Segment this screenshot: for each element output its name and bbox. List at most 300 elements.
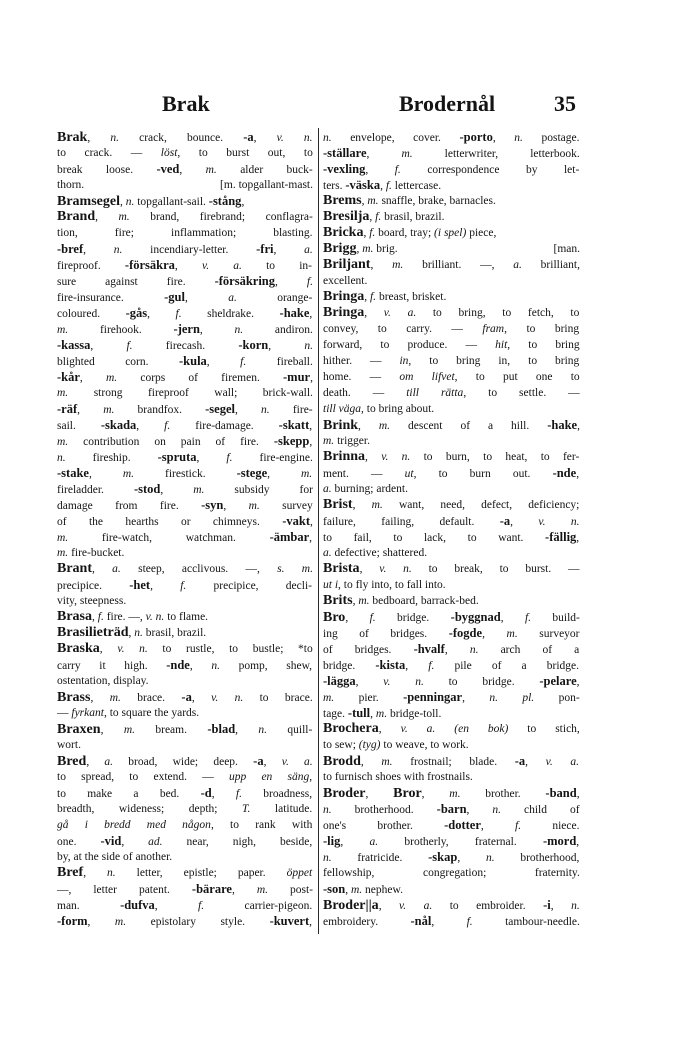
line-text: ,: [310, 372, 313, 384]
dictionary-line: [57, 193, 313, 209]
line-text: hither. —: [323, 355, 400, 367]
derived-form: -ämbar: [269, 530, 310, 544]
line-text: ,: [268, 340, 305, 352]
dictionary-line: [57, 881, 313, 897]
line-text: strong fireproof wall; brick-wall.: [68, 387, 313, 399]
dictionary-line: [323, 673, 580, 689]
line-text: sail.: [57, 420, 101, 432]
line-content: [323, 689, 580, 706]
dictionary-line: [323, 737, 580, 753]
line-content: [323, 529, 579, 546]
line-text: piece,: [466, 227, 497, 239]
line-text: ,: [253, 132, 277, 144]
italic-text: f.: [524, 612, 532, 624]
headword: Brinna: [323, 449, 366, 464]
italic-text: f.: [126, 340, 133, 352]
headword: Brits: [323, 593, 353, 608]
line-content: [323, 241, 398, 257]
line-text: ,: [119, 196, 126, 208]
italic-text: n.: [110, 132, 119, 144]
derived-form: -spruta: [157, 450, 197, 464]
line-text: —, letter patent.: [57, 884, 192, 896]
line-text: convey, to carry. —: [323, 323, 483, 335]
line-text: fireladder.: [57, 484, 134, 496]
line-text: , to burn out.: [413, 468, 553, 480]
line-text: , to put one to: [454, 371, 580, 383]
line-text: ,: [576, 468, 580, 480]
line-text: fireship.: [65, 452, 158, 464]
italic-text: n.: [323, 132, 332, 144]
line-text: ,: [421, 788, 450, 800]
line-text: brasil, brazil.: [142, 627, 207, 639]
line-content: [57, 833, 312, 850]
headword: Bringa: [323, 305, 365, 320]
line-text: ,: [235, 724, 259, 736]
dictionary-line: [57, 529, 313, 545]
italic-text: fyrkant: [71, 707, 104, 719]
italic-text: m.: [449, 788, 461, 800]
italic-text: m.: [57, 387, 69, 399]
line-text: brotherhood.: [331, 804, 437, 816]
line-text: break loose.: [57, 164, 157, 176]
line-text: incendiary-letter.: [122, 244, 257, 256]
line-text: ,: [577, 420, 580, 432]
line-text: ,: [83, 244, 114, 256]
dictionary-line: [323, 337, 580, 353]
line-text: ,: [90, 692, 110, 704]
line-content: [57, 209, 313, 225]
derived-form: -tull: [347, 706, 371, 720]
line-content: [323, 417, 580, 434]
dictionary-line: [57, 241, 313, 257]
dictionary-line: [323, 641, 580, 657]
line-content: [323, 593, 479, 609]
line-content: [57, 321, 313, 338]
line-text: ,: [365, 164, 395, 176]
line-content: [57, 513, 313, 530]
line-content: [323, 481, 408, 497]
italic-text: a.: [323, 483, 332, 495]
line-text: tage.: [323, 708, 348, 720]
italic-text: m.: [362, 243, 374, 255]
italic-text: m.: [57, 547, 69, 559]
derived-form: -bärare: [191, 882, 232, 896]
line-text: ,: [179, 164, 206, 176]
italic-text: m.: [57, 324, 69, 336]
derived-form: -försäkra: [124, 258, 175, 272]
derived-form: -försäkring: [214, 274, 275, 288]
derived-form: -vid: [100, 834, 122, 848]
italic-text: m.: [367, 195, 379, 207]
line-text: ,: [380, 180, 386, 192]
line-content: [57, 673, 149, 689]
line-text: breadth, wideness; depth;: [57, 803, 242, 815]
dictionary-line: [57, 593, 313, 609]
derived-form: -lägga: [323, 674, 356, 688]
italic-text: löst: [160, 147, 178, 159]
line-content: [57, 385, 313, 401]
dictionary-line: [57, 769, 313, 785]
line-text: burning; ardent.: [331, 483, 408, 495]
line-text: ,: [370, 708, 376, 720]
line-text: —: [57, 707, 72, 719]
line-text: want, need, defect, deficiency;: [382, 499, 580, 511]
dictionary-line: [57, 641, 313, 657]
dictionary-line: [57, 337, 313, 353]
line-content: [57, 705, 199, 721]
dictionary-line: [57, 817, 313, 833]
line-text: to crack. —: [57, 147, 161, 159]
line-content: [57, 545, 124, 561]
dictionary-line: [323, 913, 580, 929]
headword: Braska: [57, 641, 100, 656]
line-content: [323, 465, 579, 482]
headword: Bred: [57, 754, 87, 769]
line-text: descent of a hill.: [390, 420, 548, 432]
italic-text: f.: [175, 308, 182, 320]
line-text: ,: [234, 404, 262, 416]
line-content: [57, 337, 313, 354]
line-content: [323, 161, 579, 178]
dictionary-line: [323, 145, 580, 161]
line-text: brilliant,: [521, 259, 580, 271]
italic-text: m.: [103, 404, 115, 416]
dictionary-line: [57, 785, 313, 801]
line-text: of the hearths or chimneys.: [57, 516, 283, 528]
line-text: ,: [364, 307, 384, 319]
headword: Brak: [57, 130, 88, 145]
line-text: epistolary style.: [126, 916, 270, 928]
headword: Brasa: [57, 609, 92, 624]
line-text: damage from fire.: [57, 500, 202, 512]
line-text: ,: [500, 612, 525, 624]
runover-text: [man.: [553, 243, 580, 255]
headword: Brochera: [323, 721, 379, 736]
dictionary-line: [57, 145, 313, 161]
line-text: ,: [363, 227, 370, 239]
line-content: [323, 801, 580, 818]
line-content: [323, 513, 580, 530]
derived-form: -bref: [57, 242, 84, 256]
italic-text: a.: [228, 292, 237, 304]
italic-text: n.: [492, 804, 502, 816]
italic-text: n.: [514, 132, 523, 144]
line-text: ostentation, display.: [57, 675, 149, 687]
line-text: , to bring: [507, 339, 580, 351]
line-text: correspondence by let-: [400, 164, 580, 176]
dictionary-line: [57, 801, 313, 817]
line-text: coloured.: [57, 308, 126, 320]
line-text: near, nigh, beside,: [162, 836, 313, 848]
line-text: ters.: [323, 180, 346, 192]
italic-text: n.: [125, 196, 135, 208]
line-text: defective; shattered.: [331, 547, 428, 559]
line-text: failure, failing, default.: [323, 516, 500, 528]
line-text: survey: [259, 500, 313, 512]
line-content: [57, 225, 313, 241]
line-content: [323, 129, 580, 146]
dictionary-line: [323, 177, 580, 193]
headword: Bringa: [323, 289, 365, 304]
line-text: post-: [268, 884, 313, 896]
line-text: fire-bucket.: [68, 547, 125, 559]
line-content: [57, 817, 312, 833]
derived-form: -a: [514, 754, 526, 768]
line-text: brand, firebrand; conflagra-: [129, 211, 313, 223]
dictionary-line: [323, 625, 580, 641]
line-text: to stich,: [508, 723, 580, 735]
derived-form: -kula: [179, 354, 207, 368]
line-text: ,: [184, 292, 229, 304]
dictionary-line: [57, 225, 313, 241]
line-text: ,: [136, 420, 165, 432]
dictionary-line: [57, 497, 313, 513]
dictionary-line: [323, 849, 580, 865]
line-content: [323, 753, 579, 770]
line-content: [323, 289, 446, 305]
derived-form: -porto: [459, 130, 493, 144]
line-text: one.: [57, 836, 101, 848]
line-text: ,: [309, 916, 313, 928]
column-divider: [318, 128, 319, 934]
derived-form: -i: [543, 898, 551, 912]
line-text: ,: [352, 499, 372, 511]
line-text: of bridges.: [323, 644, 414, 656]
italic-text: f.: [466, 916, 473, 928]
dictionary-line: [323, 561, 580, 577]
line-text: ,: [352, 595, 359, 607]
line-text: ,: [87, 132, 111, 144]
line-content: [323, 433, 370, 449]
line-text: fratricide.: [331, 852, 429, 864]
line-text: bridge-toll.: [387, 708, 442, 720]
italic-text: m.: [506, 628, 518, 640]
line-text: ,: [189, 660, 212, 672]
line-content: [57, 257, 312, 274]
line-text: bedboard, barrack-bed.: [369, 595, 479, 607]
line-content: [323, 385, 580, 401]
dictionary-line: [323, 225, 580, 241]
line-content: [57, 897, 312, 914]
line-text: ,: [576, 676, 580, 688]
italic-text: a.: [323, 547, 332, 559]
line-text: to brace.: [243, 692, 313, 704]
derived-form: -stege: [236, 466, 268, 480]
line-text: ,: [223, 500, 249, 512]
derived-form: -dufva: [120, 898, 155, 912]
italic-text: in: [399, 355, 409, 367]
dictionary-line: [57, 273, 313, 289]
line-content: [323, 577, 446, 593]
line-text: ,: [309, 771, 313, 783]
line-text: ,: [263, 756, 282, 768]
line-text: frostnail; blade.: [392, 756, 515, 768]
italic-text: n.: [323, 852, 332, 864]
italic-text: f.: [226, 452, 233, 464]
line-content: [57, 769, 312, 785]
line-text: , to bring in, to bring: [408, 355, 580, 367]
line-content: [57, 241, 313, 258]
dictionary-line: [323, 881, 580, 897]
italic-text: n.: [107, 867, 116, 879]
line-content: [57, 561, 313, 577]
italic-text: v. n.: [145, 611, 165, 623]
line-text: fire-engine.: [232, 452, 313, 464]
dictionary-line: [57, 209, 313, 225]
italic-text: f.: [369, 612, 376, 624]
line-text: ,: [466, 804, 493, 816]
italic-text: f.: [369, 227, 376, 239]
dictionary-line: [323, 273, 580, 289]
line-text: ,: [310, 516, 313, 528]
line-text: precipice, decli-: [186, 580, 312, 592]
line-text: ,: [206, 356, 241, 368]
line-text: ,: [199, 324, 235, 336]
line-text: to weave, to work.: [380, 739, 469, 751]
italic-text: m.: [109, 692, 121, 704]
line-content: [323, 849, 579, 866]
line-text: ,: [100, 724, 124, 736]
italic-text: v. n.: [383, 676, 424, 688]
line-text: ,: [482, 628, 507, 640]
line-content: [57, 625, 206, 641]
line-content: [57, 641, 313, 657]
line-content: [57, 401, 313, 418]
derived-form: -pelare: [539, 674, 577, 688]
line-text: ,: [121, 836, 149, 848]
line-content: [323, 817, 580, 834]
line-text: to flame.: [164, 611, 209, 623]
line-text: bridge.: [323, 660, 376, 672]
line-text: quill-: [267, 724, 313, 736]
line-content: [57, 785, 312, 802]
dictionary-line: [57, 737, 313, 753]
line-text: trigger.: [334, 435, 370, 447]
line-content: [323, 913, 580, 930]
headword: Briljant: [323, 257, 371, 272]
dictionary-line: [57, 465, 313, 481]
line-text: ,: [576, 788, 580, 800]
headword: Brass: [57, 690, 91, 705]
dictionary-line: [323, 545, 580, 561]
line-text: board, tray;: [375, 227, 435, 239]
italic-text: v. a.: [399, 900, 433, 912]
italic-text: (tyg): [358, 739, 381, 751]
italic-text: m.: [248, 500, 260, 512]
line-content: [323, 273, 367, 289]
italic-text: n.: [134, 627, 143, 639]
italic-text: om lifvet: [399, 371, 455, 383]
italic-text: f.: [369, 291, 377, 303]
derived-form: -räf: [57, 402, 78, 416]
headword: Brista: [323, 561, 360, 576]
line-text: build-: [531, 612, 580, 624]
dictionary-line: [323, 257, 580, 273]
line-text: man.: [57, 900, 121, 912]
line-content: [323, 497, 579, 513]
line-text: ,: [79, 372, 106, 384]
line-text: ,: [462, 692, 490, 704]
italic-text: (en bok): [454, 723, 509, 735]
line-text: ,: [510, 516, 539, 528]
dictionary-line: [323, 801, 580, 817]
headword: Braxen: [57, 722, 101, 737]
dictionary-line: [57, 353, 313, 369]
headword: Bramsegel: [57, 194, 120, 209]
italic-text: m.: [392, 259, 404, 271]
line-content: [323, 609, 580, 626]
line-text: postage.: [522, 132, 580, 144]
line-text: pier.: [334, 692, 404, 704]
line-content: [57, 369, 313, 386]
line-text: steep, acclivous. —,: [120, 563, 278, 575]
line-text: andiron.: [243, 324, 313, 336]
line-content: [323, 833, 579, 850]
line-text: to break, to burst. —: [411, 563, 580, 575]
dictionary-line: [57, 609, 313, 625]
derived-form: -a: [253, 754, 264, 768]
headword: Brist: [323, 497, 353, 512]
derived-form: -skada: [100, 418, 137, 432]
line-text: , to bring: [504, 323, 580, 335]
line-content: [323, 769, 473, 785]
derived-form: -nde: [166, 658, 190, 672]
dictionary-line: [323, 689, 580, 705]
dictionary-line: [57, 369, 313, 385]
line-content: [57, 737, 81, 753]
derived-form: -syn: [201, 498, 224, 512]
line-text: firestick.: [134, 468, 237, 480]
italic-text: n.: [304, 340, 313, 352]
derived-form: -nål: [410, 914, 432, 928]
italic-text: n.: [323, 804, 332, 816]
line-text: ,: [160, 484, 194, 496]
line-text: ,: [492, 132, 515, 144]
line-text: letterwriter, letterbook.: [412, 148, 580, 160]
line-text: brotherhood,: [494, 852, 580, 864]
line-text: ,: [275, 276, 307, 288]
dictionary-line: [323, 241, 580, 257]
line-content: [57, 305, 312, 322]
italic-text: n.: [571, 900, 580, 912]
line-text: ,: [83, 867, 108, 879]
dictionary-line: [323, 433, 580, 449]
line-text: ,: [431, 916, 467, 928]
italic-text: upp en säng: [228, 771, 310, 783]
line-text: forward, to produce. —: [323, 339, 496, 351]
line-content: [323, 257, 580, 273]
line-text: niece.: [521, 820, 580, 832]
dictionary-line: [323, 129, 580, 145]
line-text: contribution on pain of fire.: [68, 436, 274, 448]
dictionary-line: [323, 305, 580, 321]
line-text: brotherly, fraternal.: [378, 836, 543, 848]
derived-form: -segel: [205, 402, 235, 416]
line-content: [323, 321, 579, 337]
dictionary-line: [57, 177, 313, 193]
dictionary-line: [323, 721, 580, 737]
dictionary-line: [323, 785, 580, 801]
italic-text: m.: [57, 532, 69, 544]
line-text: pon-: [534, 692, 580, 704]
dictionary-line: [57, 897, 313, 913]
line-content: [57, 289, 312, 306]
dictionary-line: [323, 897, 580, 913]
line-content: [57, 529, 312, 546]
line-text: ,: [576, 532, 580, 544]
line-text: ,: [309, 532, 313, 544]
line-content: [57, 609, 208, 625]
